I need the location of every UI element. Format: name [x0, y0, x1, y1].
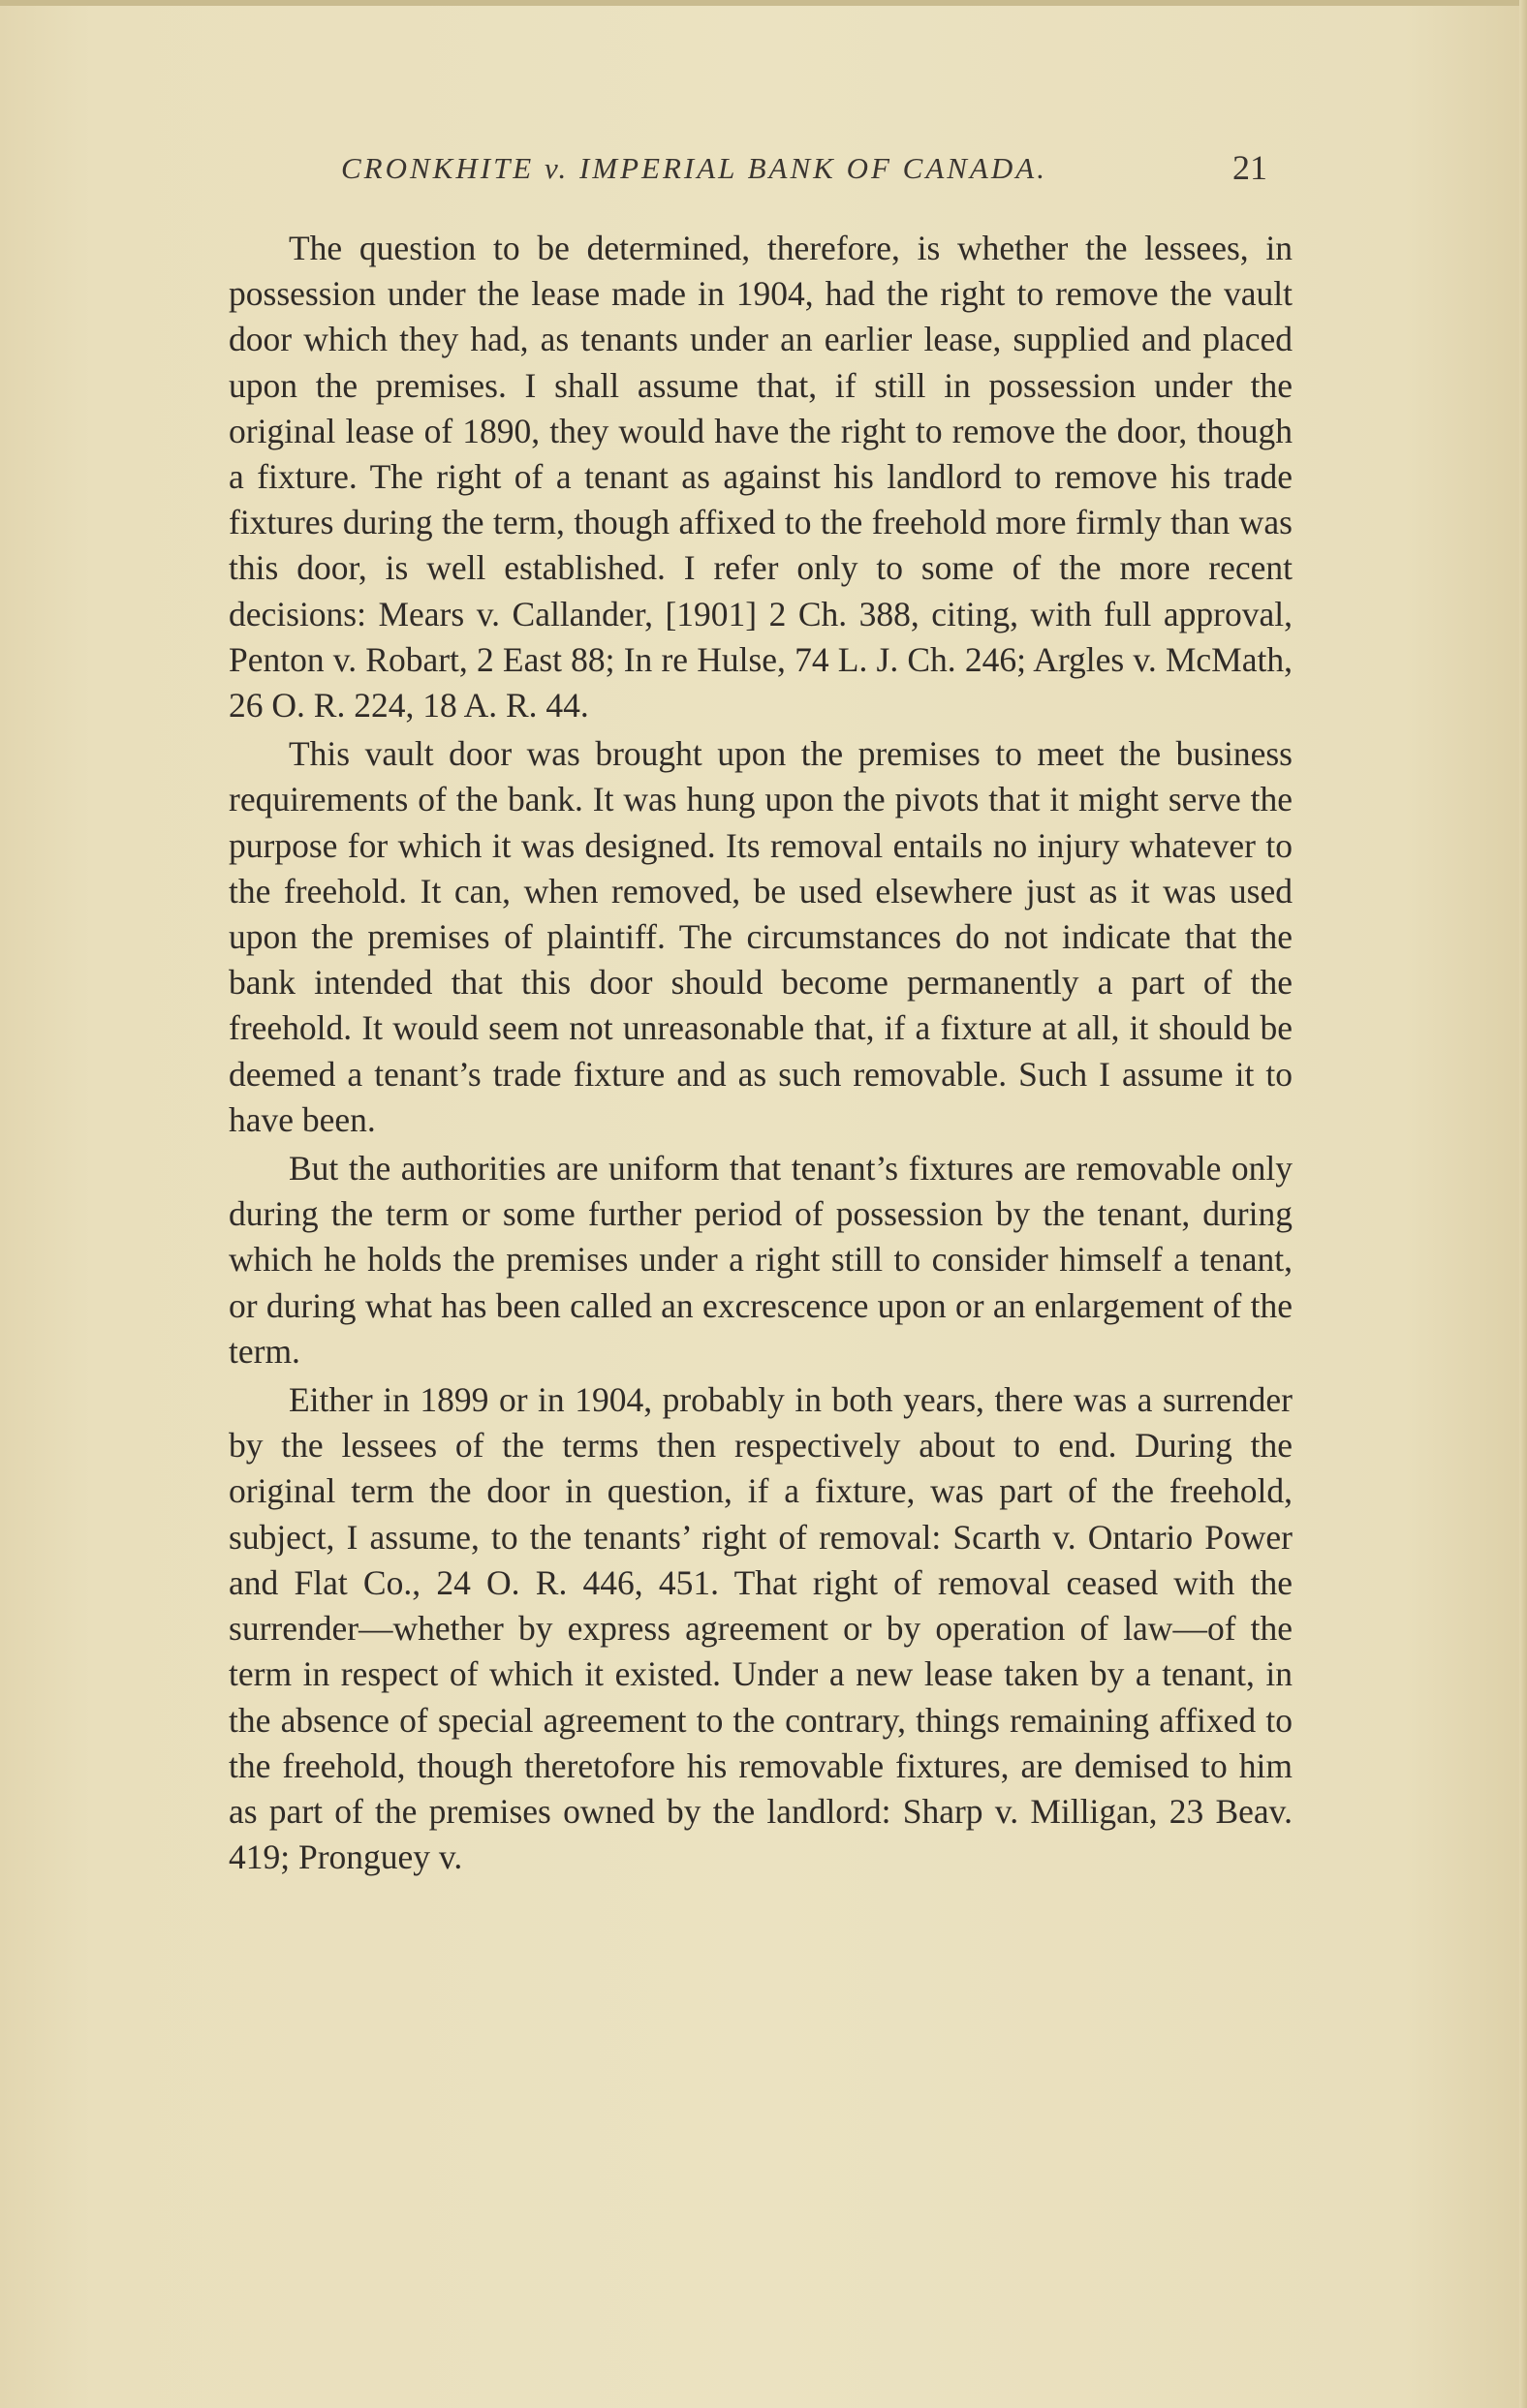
paragraph-4: Either in 1899 or in 1904, probably in both years, there was a surrender by the lessees of the terms then respectively about to end. During the original term the door in question, if a fixture, was part of the freehold, subject, I assume, to the tenants’ right of removal: Scarth v. Ontario Power and Flat Co., 24 O. R. 446, 451. That right of removal ceased with the surrender—whether by express agreement or by operation of law—of the term in respect of which it existed. Under a new lease taken by a tenant, in the absence of special agreement to the contrary, things remaining affixed to the freehold, though theretofore his removable fixtures, are demised to him as part of the premises owned by the landlord: Sharp v. Milligan, 23 Beav. 419; Pronguey v.: [229, 1380, 1293, 1877]
page-right-edge: [1519, 0, 1527, 2408]
page-top-edge: [0, 0, 1527, 6]
paragraph-2: This vault door was brought upon the premises to meet the business requirements of the bank. It was hung upon the pivots that it might serve the purpose for which it was designed. Its removal entails no injury whatever to the freehold. It can, when removed, be used elsewhere just as it was used upon the premises of plaintiff. The circumstances do not indicate that the bank intended that this door should become permanently a part of the freehold. It would seem not unreasonable that, if a fixture at all, it should be deemed a tenant’s trade fixture and as such removable. Such I assume it to have been.: [229, 734, 1293, 1139]
paragraph-1: The question to be determined, therefore, is whether the lessees, in possession under the lease made in 1904, had the right to remove the vault door which they had, as tenants under an earlier lease, supplied and placed upon the premises. I shall assume that, if still in possession under the original lease of 1890, they would have the right to remove the door, though a fixture. The right of a tenant as against his landlord to remove his trade fixtures during the term, though affixed to the freehold more firmly than was this door, is well established. I refer only to some of the more recent decisions: Mears v. Callander, [1901] 2 Ch. 388, citing, with full approval, Penton v. Robart, 2 East 88; In re Hulse, 74 L. J. Ch. 246; Argles v. McMath, 26 O. R. 224, 18 A. R. 44.: [229, 229, 1293, 725]
page-header: [229, 147, 1267, 198]
page-number: 21: [1232, 148, 1267, 187]
body-text: [229, 226, 1293, 1880]
paragraph-3: But the authorities are uniform that tenant’s fixtures are removable only during the term or some further period of possession by the tenant, during which he holds the premises under a right still to consider himself a tenant, or during what has been called an excrescence upon or an enlargement of the term.: [229, 1149, 1293, 1371]
running-head: CRONKHITE v. IMPERIAL BANK OF CANADA.: [341, 151, 1047, 185]
